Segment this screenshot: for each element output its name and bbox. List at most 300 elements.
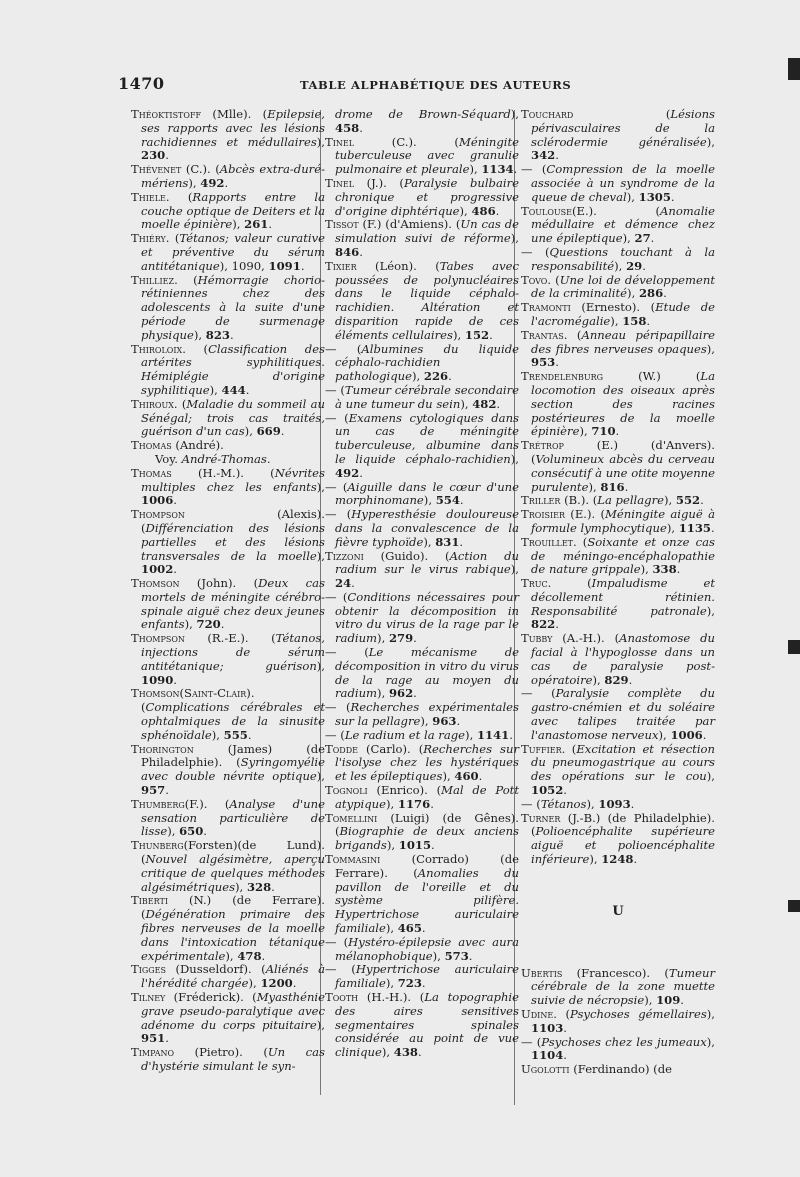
entry-punct: .	[165, 783, 169, 798]
entry-punct: ),	[579, 424, 592, 439]
index-entry	[131, 1045, 325, 1074]
index-entry	[325, 258, 519, 343]
entry-title: Soixante et onze cas de méningo-encéphalopathie de nature grippale	[531, 534, 715, 577]
entry-title: Anneau péripapillaire des fibres nerveuses opaques	[531, 327, 715, 356]
entry-title: Un cas d'hystérie simulant le syn-	[141, 1045, 325, 1073]
page-ref: 486	[471, 203, 496, 218]
entry-punct: ),	[666, 520, 679, 535]
page-ref: 846	[335, 244, 360, 259]
entry-punct: .	[280, 424, 285, 439]
entry-punct: .	[229, 327, 234, 342]
cross-reference	[155, 453, 325, 467]
author-name: Ugolotti	[521, 1062, 570, 1077]
entry-punct: .	[459, 534, 464, 549]
page-ref: 1002	[141, 562, 174, 577]
entry-title: Syringomyélie avec double névrite optique	[141, 755, 325, 784]
author-name: Touchard	[521, 107, 574, 121]
index-entry	[325, 382, 519, 412]
page-ref: 338	[652, 562, 677, 577]
entry-punct: ),	[510, 562, 519, 577]
index-entry	[325, 700, 519, 729]
entry-title: Questions touchant à la responsabilité	[531, 244, 715, 273]
entry-title: Tétanos	[540, 796, 587, 811]
entry-punct: ),	[316, 134, 325, 149]
ditto-dash: — (	[521, 1034, 542, 1049]
entry-punct: .	[509, 727, 513, 742]
page-ref: 957	[141, 783, 166, 798]
author-name: Tooth	[325, 990, 359, 1004]
author-details: (Fréderick). (	[165, 990, 257, 1004]
entry-punct: ),	[460, 396, 473, 411]
entry-punct: ),	[316, 479, 325, 494]
author-details: (H.-H.). (	[358, 990, 425, 1004]
entry-title: La locomotion des oiseaux après section des racines postérieures de la moelle épinière	[531, 369, 715, 439]
entry-title: Névrites multiples chez les enfants	[141, 465, 325, 494]
entry-title: Maladie du sommeil au Sénégal; trois cas traités, guérison d'un cas	[141, 396, 325, 439]
entry-punct: ),	[184, 617, 197, 632]
page-title: TABLE ALPHABÉTIQUE DES AUTEURS	[300, 78, 572, 92]
entry-title: Albumines du liquide céphalo-rachidien pathologique	[335, 341, 519, 384]
entry-title: Le radium et la rage	[344, 727, 466, 742]
index-entry	[131, 162, 325, 191]
entry-title: Un cas de simulation suivi de réforme	[335, 217, 519, 246]
index-entry	[521, 272, 715, 302]
entry-title: Méningite aiguë à formule lymphocytique	[531, 507, 715, 535]
author-name: Toulouse	[521, 203, 572, 218]
page-ref: 492	[200, 175, 225, 190]
index-entry	[521, 810, 715, 867]
page-ref: 279	[388, 631, 414, 646]
ditto-dash: — (	[325, 410, 349, 425]
entry-punct: .	[173, 672, 177, 687]
index-entry-continuation	[335, 108, 519, 136]
entry-punct: .	[417, 1045, 422, 1060]
entry-title: Lésions périvasculaires de la sclérodermie généralisée	[531, 107, 715, 149]
entry-punct: .	[220, 617, 225, 632]
entry-punct: ),	[316, 548, 325, 563]
author-name: Tuffier	[521, 741, 562, 756]
entry-punct: ),	[423, 493, 436, 508]
author-details: (Corrado) (de Ferrare). (	[335, 852, 519, 880]
entry-title: Hyperesthésie douloureuse dans la convalescence de la fièvre typhoïde	[335, 507, 519, 549]
index-entry	[325, 645, 519, 701]
entry-punct: ),	[442, 769, 455, 784]
entry-punct: .	[680, 993, 684, 1008]
author-name: Timpano	[131, 1045, 175, 1060]
entry-punct: .	[468, 948, 473, 963]
entry-title: Etude de l'acromégalie	[531, 300, 715, 328]
entry-punct: .	[165, 1031, 169, 1046]
entry-punct: ),	[193, 327, 206, 342]
author-name: Thiéry	[131, 231, 166, 246]
index-entry	[521, 107, 715, 163]
entry-punct: .	[555, 355, 559, 370]
page-ref: 829	[604, 672, 629, 687]
page-ref: 1104	[531, 1048, 564, 1063]
author-name: Théoktistoff	[131, 107, 202, 121]
author-details: (C.). (	[354, 134, 459, 149]
author-name: Thilliez	[131, 272, 175, 287]
index-column-right	[521, 108, 715, 1077]
entry-title: Aiguille dans le cœur d'une morphinomane	[335, 479, 519, 508]
author-details: (F.). (	[184, 796, 230, 811]
author-name: Tubby	[521, 631, 553, 646]
index-entry	[521, 741, 715, 798]
entry-title: Méningite tuberculeuse avec granulie pulmonaire et pleurale	[335, 134, 519, 177]
entry-title: Mal de Pott atypique	[335, 783, 519, 811]
entry-punct: .	[555, 617, 559, 632]
page-ref: 1015	[398, 838, 432, 853]
entry-punct: .	[630, 796, 635, 811]
author-details: (Ernesto). (	[570, 300, 656, 315]
entry-punct: .	[203, 824, 207, 839]
index-entry	[521, 796, 715, 812]
entry-punct: ),	[211, 727, 224, 742]
entry-punct: ),	[377, 631, 389, 646]
ditto-dash: — (	[325, 962, 356, 977]
entry-title: Dégénération primaire des fibres nerveuses de la moelle dans l'intoxication tétanique expérimentale	[141, 907, 325, 963]
entry-punct: .	[489, 327, 493, 342]
page-ref: 1305	[638, 189, 671, 204]
index-entry	[325, 934, 519, 964]
author-name: Thiele	[131, 189, 166, 204]
entry-punct: ),	[316, 1017, 325, 1032]
entry-punct: ),	[248, 976, 261, 991]
entry-punct: .	[292, 976, 297, 991]
entry-punct: .	[700, 493, 704, 508]
author-details: . (	[174, 272, 198, 287]
author-details: (J.). (	[354, 175, 404, 190]
entry-punct: ),	[459, 203, 472, 218]
index-entry	[325, 783, 519, 812]
author-name: Troisier	[521, 507, 565, 522]
page-ref: 492	[335, 465, 360, 480]
entry-punct: ),	[385, 976, 398, 991]
entry-punct: .	[173, 562, 177, 577]
entry-punct: .	[624, 479, 629, 494]
entry-punct: ),	[706, 1034, 715, 1049]
index-entry	[131, 686, 325, 742]
author-details: . (	[553, 1007, 570, 1022]
index-entry	[325, 741, 520, 784]
index-entry	[325, 134, 519, 177]
page-ref: 438	[393, 1045, 418, 1060]
author-details: . (	[182, 341, 209, 356]
author-details: (B.). (	[560, 493, 598, 508]
page-ref: 328	[246, 879, 272, 894]
entry-punct: .	[359, 120, 363, 135]
entry-punct: ),	[706, 341, 715, 356]
page-ref: 1200	[260, 976, 293, 991]
entry-title: Action du radium sur le virus rabique	[335, 548, 519, 577]
page-ref: 953	[531, 355, 556, 370]
author-details: (Carlo). (	[357, 741, 424, 756]
author-details: (Ferdinando) (de	[569, 1062, 672, 1077]
entry-punct: ),	[385, 921, 398, 936]
entry-punct: ),	[381, 1045, 394, 1060]
index-entry	[131, 893, 325, 963]
author-name: Tinel	[325, 175, 355, 190]
page-number: 1470	[118, 74, 165, 93]
entry-title: Aliénés à l'hérédité chargée	[141, 962, 326, 991]
author-name: Thomson(Saint-Clair)	[131, 686, 251, 701]
index-entry	[131, 189, 326, 232]
author-name: Trétrop	[521, 438, 564, 453]
entry-title: Différenciation des lésions partielles et des lésions transversales de la moelle	[141, 520, 325, 563]
author-details: . (	[563, 327, 582, 342]
index-entry	[521, 493, 715, 508]
page-ref: 460	[454, 769, 479, 784]
entry-punct: ),	[244, 424, 257, 439]
entry-punct: ), 1090,	[219, 258, 269, 273]
index-entry	[521, 1062, 715, 1077]
page-ref: 1134	[481, 162, 514, 177]
page-ref: 1176	[397, 796, 431, 811]
index-entry	[131, 962, 326, 991]
entry-punct: ),	[469, 162, 482, 177]
entry-punct: ),	[510, 231, 519, 246]
entry-title: Compression de la moelle associée à un syndrome de la queue de cheval	[531, 162, 715, 204]
entry-title: Impaludisme et décollement rétinien. Responsabilité patronale	[531, 576, 715, 618]
entry-title: Polioencéphalite supérieure aiguë et polioencéphalite inférieure	[531, 824, 715, 867]
entry-punct: .	[224, 175, 229, 190]
entry-punct: ),	[377, 686, 389, 701]
entry-punct: .	[676, 562, 681, 577]
author-name: Tommasini	[325, 852, 381, 867]
ditto-dash: — (	[521, 796, 541, 811]
index-entry	[521, 203, 715, 246]
author-name: Todde	[325, 741, 358, 756]
page-ref: 962	[388, 686, 414, 701]
index-column-middle	[325, 108, 519, 1060]
author-name: Thorington	[131, 741, 194, 756]
author-name: Udine	[521, 1007, 554, 1022]
index-entry	[325, 852, 519, 936]
author-details: (Francesco). (	[562, 965, 669, 980]
page-ref: 1103	[531, 1020, 564, 1035]
entry-punct: .	[633, 852, 638, 867]
entry-punct: .	[359, 244, 363, 259]
entry-punct: .	[650, 231, 655, 246]
entry-title: Excitation et résection du pneumogastrique au cours des opérations sur le cou	[531, 741, 715, 784]
entry-punct: ),	[706, 134, 715, 149]
entry-punct: ),	[225, 948, 238, 963]
index-entry	[131, 231, 325, 273]
author-name: Tramonti	[521, 300, 571, 315]
see-label: Voy.	[155, 451, 182, 466]
index-entry	[131, 576, 325, 632]
page-ref: 482	[472, 396, 497, 411]
entry-title: Abcès extra-duré-mériens	[141, 162, 325, 190]
entry-punct: .	[615, 424, 620, 439]
ditto-dash: — (	[325, 507, 352, 522]
entry-punct: ),	[589, 852, 602, 867]
entry-punct: ),	[235, 879, 247, 894]
entry-punct: ),	[412, 369, 424, 384]
entry-title: Hémorragie chorio-rétiniennes chez des adolescents à la suite d'une période de surmenage physique	[141, 272, 325, 342]
entry-title: Myasthénie grave pseudo-paralytique avec adénome du corps pituitaire	[141, 990, 325, 1032]
entry-punct: .	[413, 686, 417, 701]
author-details: (Léon). (	[356, 258, 440, 273]
entry-punct: .	[165, 148, 169, 163]
entry-punct: ),	[432, 948, 445, 963]
entry-punct: .	[555, 148, 559, 163]
ditto-dash: — (	[521, 686, 556, 701]
page-ref: 109	[656, 993, 681, 1008]
author-details: (Guido). (	[363, 548, 450, 563]
author-name: Thomas	[131, 438, 172, 453]
author-details: (Alexis). (	[141, 507, 325, 535]
index-entry	[325, 175, 519, 218]
page-ref: 963	[432, 714, 457, 729]
page-ref: 29	[626, 258, 643, 273]
ditto-dash: — (	[325, 341, 362, 356]
index-entry	[131, 341, 325, 398]
entry-title: Examens cytologiques dans un cas de méningite tuberculeuse, albumine dans le liquide céphalo-rachidien	[335, 410, 519, 466]
author-name: Truc	[521, 576, 548, 591]
entry-title: Tumeur cérébrale secondaire à une tumeur du sein	[335, 382, 519, 411]
entry-punct: ),	[626, 189, 639, 204]
entry-punct: .	[663, 286, 667, 301]
author-details: (Forsten)(de Lund). (	[141, 838, 325, 867]
entry-title: Analyse d'une sensation particulière de lisse	[141, 796, 325, 839]
page-edge-mark	[788, 900, 800, 912]
index-entry	[521, 686, 715, 742]
ditto-dash: — (	[325, 645, 369, 660]
page-header	[118, 74, 748, 98]
index-entry	[131, 990, 325, 1046]
author-details: (F.) (d'Amiens). (	[358, 217, 461, 232]
entry-punct: .	[245, 382, 250, 397]
entry-title: Epilepsie, ses rapports avec les lésions rachidiennes et médullaires	[141, 107, 325, 149]
entry-punct: .	[261, 948, 266, 963]
page-edge-mark	[788, 640, 800, 654]
page-ref: 552	[675, 493, 701, 508]
entry-punct: .	[711, 520, 715, 535]
entry-punct: .	[628, 672, 633, 687]
entry-punct: ),	[622, 231, 635, 246]
author-name: Triller	[521, 493, 561, 508]
index-entry	[131, 838, 325, 894]
index-entry	[521, 327, 715, 370]
entry-title: Psychoses chez les jumeaux	[541, 1034, 707, 1049]
ditto-dash: — (	[325, 934, 349, 949]
entry-punct: ),	[658, 727, 671, 742]
page-ref: 1052	[531, 783, 564, 798]
page-ref: 822	[531, 617, 556, 632]
entry-punct: .	[351, 576, 355, 591]
index-entry	[521, 507, 715, 536]
page-ref: 152	[464, 327, 490, 342]
entry-punct: ),	[386, 838, 399, 853]
entry-punct: ),	[614, 258, 627, 273]
author-details: (André).	[171, 438, 224, 453]
page-ref: 554	[435, 493, 460, 508]
page-edge-mark	[788, 58, 800, 80]
entry-punct: ),	[232, 217, 245, 232]
author-details: (H.-M.). (	[171, 465, 275, 480]
page-ref: 444	[221, 382, 246, 397]
index-entry	[325, 548, 519, 591]
author-name: Tixier	[325, 258, 357, 273]
index-entry	[325, 589, 519, 646]
entry-title: Tétanos; valeur curative et préventive du sérum antitétanique	[141, 231, 325, 273]
entry-punct: .	[431, 838, 435, 853]
page-ref: 555	[223, 727, 248, 742]
page-ref: 723	[397, 976, 422, 991]
entry-punct: .	[642, 258, 646, 273]
entry-punct: .	[359, 465, 363, 480]
index-entry	[521, 1007, 715, 1036]
entry-title: Une loi de développement de la criminalité	[531, 272, 715, 301]
page-ref: 27	[634, 231, 651, 246]
index-entry	[521, 369, 715, 439]
index-entry	[131, 507, 325, 577]
author-details: . (	[547, 576, 592, 591]
author-details: (Enrico). (	[367, 783, 442, 798]
ditto-dash: — (	[325, 727, 345, 742]
author-name: Tissot	[325, 217, 359, 232]
entry-punct: .	[173, 493, 177, 508]
author-name: Tinel	[325, 134, 355, 149]
index-entry	[131, 465, 325, 508]
author-name: Thévenet	[131, 162, 182, 177]
page-ref: 465	[397, 921, 422, 936]
entry-punct: .	[448, 369, 452, 384]
entry-punct: .	[702, 727, 707, 742]
entry-title: Paralysie complète du gastro-cnémien et du soléaire avec talipes traitée par l'anastomose nerveux	[531, 686, 715, 742]
author-details: (E.). (	[571, 203, 660, 218]
page-ref: 1248	[601, 852, 634, 867]
ditto-dash: — (	[325, 700, 351, 715]
index-entry	[325, 810, 519, 853]
author-details: (E.) (d'Anvers). (	[531, 438, 715, 466]
page-ref: 158	[622, 313, 647, 328]
author-name: Thunberg	[131, 838, 184, 853]
entry-title: Tétanos, injections de sérum antitétanique; guérison	[141, 631, 325, 673]
page-ref: 831	[435, 534, 460, 549]
index-entry	[325, 507, 519, 549]
author-details: (	[573, 107, 671, 121]
entry-punct: ),	[510, 107, 519, 121]
author-name: Thiroloix	[131, 341, 183, 356]
page-ref: 286	[638, 286, 664, 301]
entry-punct: ),	[316, 769, 325, 784]
index-entry	[521, 965, 715, 1008]
index-entry	[131, 741, 325, 798]
author-details: . (	[165, 189, 193, 204]
entry-punct: .	[430, 796, 434, 811]
ditto-dash: — (	[325, 589, 348, 604]
page-ref: 710	[591, 424, 616, 439]
entry-punct: .	[456, 714, 461, 729]
entry-punct: .	[563, 1020, 567, 1035]
entry-punct: ),	[510, 451, 519, 466]
author-name: Tiberti	[131, 893, 168, 908]
author-details: (W.) (	[603, 369, 701, 384]
index-entry	[131, 631, 325, 687]
page-ref: 1141	[476, 727, 510, 742]
author-details: . (	[173, 396, 187, 411]
entry-punct: ),	[644, 993, 657, 1008]
index-entry	[325, 341, 519, 384]
entry-punct: ),	[465, 727, 477, 742]
entry-title: Tumeur cérébrale de la zone muette suivie de nécropsie	[531, 965, 715, 1008]
entry-punct: ),	[188, 175, 201, 190]
page-ref: 1006	[141, 493, 174, 508]
page-ref: 1006	[670, 727, 703, 742]
entry-punct: ),	[420, 714, 433, 729]
